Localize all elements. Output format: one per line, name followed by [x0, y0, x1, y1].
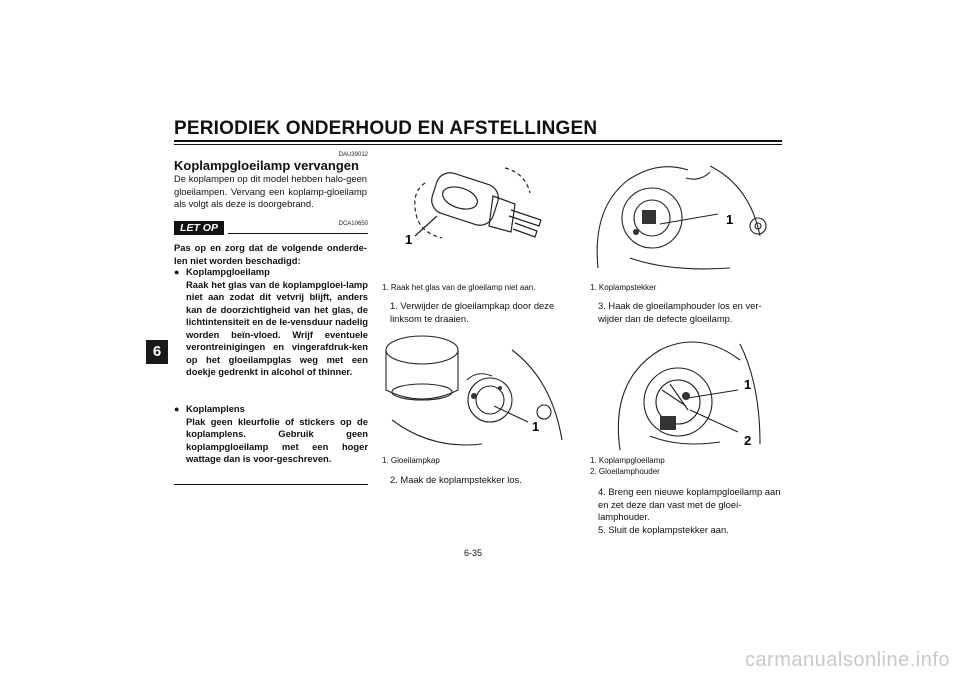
connector-photo [590, 158, 782, 276]
holder-callout-label-2: 2 [744, 433, 752, 448]
bulb-cap-photo [382, 330, 576, 454]
caution-code: DCA10650 [338, 221, 368, 227]
caution-item [174, 266, 368, 379]
bullet-icon: ● [174, 404, 180, 414]
bulb-caption: 1. Raak het glas van de gloeilamp niet aan. [382, 283, 536, 292]
caution-item [174, 403, 368, 466]
header-rule-thin [174, 144, 782, 145]
holder-caption-2: 2. Gloeilamphouder [590, 467, 660, 476]
step-1: 1. Verwijder de gloeilampkap door deze linksom te draaien. [390, 300, 555, 324]
caution-badge: LET OP [174, 221, 224, 235]
connector-caption: 1. Koplampstekker [590, 283, 657, 292]
connector-callout-label: 1 [726, 212, 734, 227]
bullet-icon: ● [174, 267, 180, 277]
header-rule-thick [174, 140, 782, 142]
section-code: DAU39012 [338, 152, 368, 158]
section-intro: De koplampen op dit model hebben halo-geen gloeilampen. Vervang een koplamp-gloeilamp als volgt als deze is doorgebrand. [174, 173, 367, 209]
chapter-tab: 6 [146, 340, 168, 364]
watermark: carmanualsonline.info [744, 649, 950, 671]
step-4: 4. Breng een nieuwe koplampgloeilamp aan en zet deze dan vast met de gloei-lamphouder. [598, 486, 781, 522]
caution-item-text: Plak geen kleurfolie of stickers op de koplamplens. Gebruik geen koplampgloeilamp met een hoger wattage dan is voor-geschreven. [186, 415, 368, 464]
step-2: 2. Maak de koplampstekker los. [390, 474, 522, 485]
cap-callout-label: 1 [532, 419, 540, 434]
caution-item-title: Koplampgloeilamp [186, 266, 270, 277]
holder-caption-1: 1. Koplampgloeilamp [590, 456, 665, 465]
caution-item-text: Raak het glas van de koplampgloei-lamp niet aan zodat dit vetvrij blijft, anders kan de doorzichtigheid van het glas, de lichtintensiteit en de le-vensduur nadelig worden beïn-vloed. Wrijf eventuele verontreinigingen en vingerafdruk-ken op het gloeilampglas weg met een doekje gedrenkt in alcohol of thinner. [186, 278, 368, 377]
bulb-illustration [385, 158, 575, 278]
caution-item-title: Koplamplens [186, 403, 245, 414]
caution-rule [228, 233, 368, 234]
page-header-title: PERIODIEK ONDERHOUD EN AFSTELLINGEN [174, 118, 598, 139]
bulb-holder-photo [590, 332, 782, 452]
step-3: 3. Haak de gloeilamphouder los en ver-wijder dan de defecte gloeilamp. [598, 300, 762, 324]
cap-caption: 1. Gloeilampkap [382, 456, 440, 465]
section-title: Koplampgloeilamp vervangen [174, 158, 359, 173]
bulb-callout-label: 1 [405, 232, 413, 247]
holder-callout-label-1: 1 [744, 377, 752, 392]
page-number: 6-35 [464, 548, 483, 558]
caution-end-rule [174, 484, 368, 485]
step-5: 5. Sluit de koplampstekker aan. [598, 524, 729, 535]
caution-intro: Pas op en zorg dat de volgende onderde-len niet worden beschadigd: [174, 242, 367, 266]
